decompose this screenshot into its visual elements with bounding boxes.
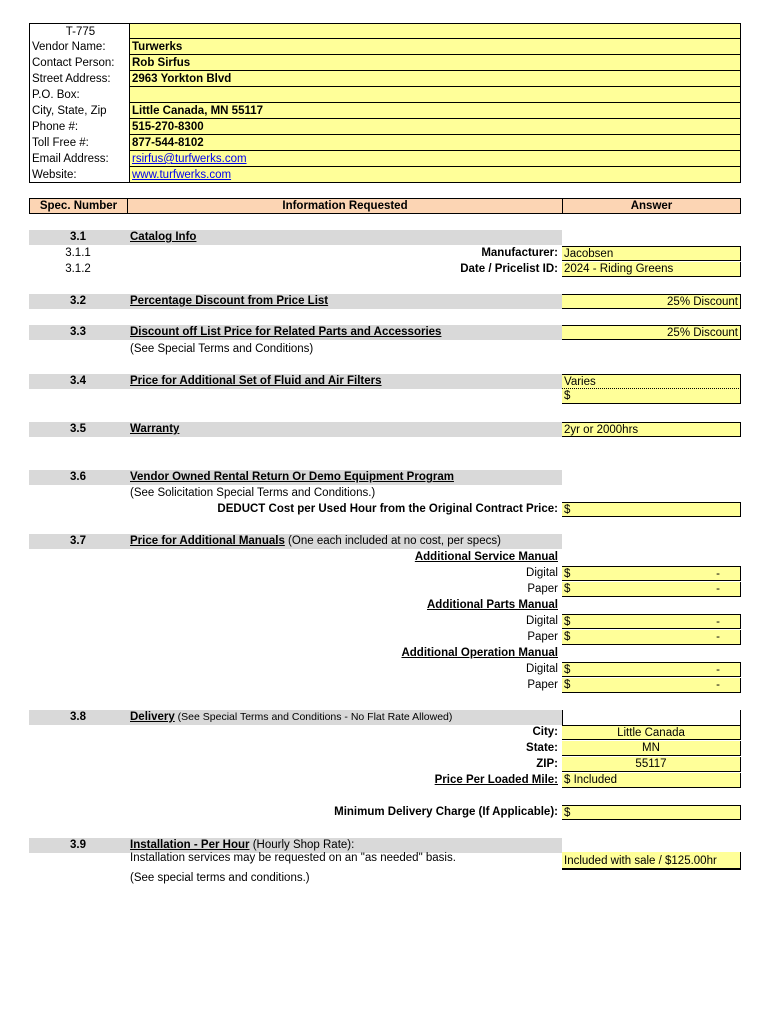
parts-paper-field[interactable] [562,630,741,645]
section-3-9-title: Installation - Per Hour [130,839,250,851]
delivery-state-field[interactable]: MN [562,741,741,756]
amount-value: - [716,679,720,691]
vendor-values [130,24,740,182]
section-3-8-number: 3.8 [70,711,86,723]
pricelist-id-label: Date / Pricelist ID: [460,263,558,275]
section-3-8-title-note: (See Special Terms and Conditions - No Flat Rate Allowed) [174,711,453,723]
city-label: City: [532,726,558,738]
currency-symbol: $ [564,568,571,580]
section-3-9-note-1: Installation services may be requested on an "as needed" basis. [130,852,456,864]
section-3-6-title: Vendor Owned Rental Return Or Demo Equipment Program [130,471,454,483]
minimum-delivery-field[interactable]: $ [562,805,741,820]
section-3-9-number: 3.9 [70,839,86,851]
service-digital-label: Digital [526,567,558,579]
manufacturer-label: Manufacturer: [481,247,558,259]
delivery-zip-field[interactable]: 55117 [562,757,741,772]
currency-symbol: $ [564,664,571,676]
header-answer: Answer [562,198,741,214]
website-field[interactable] [130,167,740,183]
warranty-field[interactable]: 2yr or 2000hrs [562,422,741,437]
filter-price-field[interactable]: Varies [562,374,741,389]
delivery-blank-cell [562,710,741,725]
section-3-5-number: 3.5 [70,423,86,435]
delivery-city-field[interactable]: Little Canada [562,725,741,740]
section-3-6-note: (See Solicitation Special Terms and Conditions.) [130,487,376,499]
po-box-label: P.O. Box: [32,89,80,101]
header-spec-number: Spec. Number [29,198,128,214]
website-label: Website: [32,169,77,181]
section-3-2-number: 3.2 [70,295,86,307]
amount-value: - [716,583,720,595]
zip-label: ZIP: [536,758,558,770]
price-per-mile-field[interactable]: $ Included [562,773,741,788]
section-3-4-title: Price for Additional Set of Fluid and Air Filters [130,375,382,387]
manufacturer-field[interactable]: Jacobsen [562,246,741,261]
price-per-mile-label: Price Per Loaded Mile: [434,774,558,786]
section-3-7-number: 3.7 [70,535,86,547]
currency-symbol: $ [564,679,571,691]
parts-manual-heading: Additional Parts Manual [427,599,558,611]
parts-digital-label: Digital [526,615,558,627]
operation-digital-field[interactable] [562,662,741,677]
section-3-1-1-number: 3.1.1 [65,247,91,259]
section-3-8-title-line [130,710,452,725]
street-address-label: Street Address: [32,73,111,85]
section-3-7-title: Price for Additional Manuals [130,535,285,547]
section-3-1-number: 3.1 [70,231,86,243]
deduct-cost-field[interactable]: $ [562,502,741,517]
section-3-3-number: 3.3 [70,326,86,338]
installation-rate-field[interactable]: Included with sale / $125.00hr [562,852,741,870]
vendor-name-label: Vendor Name: [32,41,106,53]
deduct-cost-label: DEDUCT Cost per Used Hour from the Original Contract Price: [217,503,558,515]
parts-digital-field[interactable] [562,614,741,629]
header-information-requested: Information Requested [127,198,563,214]
website-link[interactable]: www.turfwerks.com [132,169,232,181]
section-3-2-title: Percentage Discount from Price List [130,295,329,307]
phone-field[interactable]: 515-270-8300 [130,119,740,135]
pricelist-id-field[interactable]: 2024 - Riding Greens [562,262,741,277]
toll-free-label: Toll Free #: [32,137,89,149]
section-3-4-number: 3.4 [70,375,86,387]
city-state-zip-field[interactable]: Little Canada, MN 55117 [130,103,740,119]
operation-manual-heading: Additional Operation Manual [401,647,558,659]
section-3-9-title-note: (Hourly Shop Rate): [249,839,355,851]
email-field[interactable] [130,151,740,167]
email-label: Email Address: [32,153,109,165]
service-digital-field[interactable] [562,566,741,581]
section-3-1-2-number: 3.1.2 [65,263,91,275]
price-list-discount-field[interactable]: 25% Discount [562,294,741,309]
operation-paper-label: Paper [527,679,558,691]
amount-value: - [716,568,720,580]
vendor-labels [30,24,130,182]
currency-symbol: $ [564,583,571,595]
contact-person-field[interactable]: Rob Sirfus [130,55,740,71]
phone-label: Phone #: [32,121,79,133]
form-id: T-775 [65,26,96,38]
minimum-delivery-label: Minimum Delivery Charge (If Applicable): [334,806,558,818]
po-box-field[interactable] [130,87,740,103]
amount-value: - [716,616,720,628]
vendor-info-block [29,23,741,183]
currency-symbol: $ [564,616,571,628]
section-3-3-title: Discount off List Price for Related Parts and Accessories [130,326,442,338]
amount-value: - [716,664,720,676]
state-label: State: [526,742,558,754]
operation-digital-label: Digital [526,663,558,675]
parts-discount-field[interactable]: 25% Discount [562,325,741,340]
service-manual-heading: Additional Service Manual [414,551,558,563]
operation-paper-field[interactable] [562,678,741,693]
service-paper-field[interactable] [562,582,741,597]
email-link[interactable]: rsirfus@turfwerks.com [132,153,247,165]
contact-person-label: Contact Person: [32,57,115,69]
section-3-6-number: 3.6 [70,471,86,483]
section-3-3-note: (See Special Terms and Conditions) [130,343,314,355]
section-3-7-title-note: (One each included at no cost, per specs) [284,535,501,547]
toll-free-field[interactable]: 877-544-8102 [130,135,740,151]
vendor-name-field[interactable]: Turwerks [130,39,740,55]
amount-value: - [716,631,720,643]
city-state-zip-label: City, State, Zip [32,105,107,117]
section-3-7-title-line [130,534,501,549]
vendor-blank-cell[interactable] [130,24,740,39]
service-paper-label: Paper [527,583,558,595]
currency-symbol: $ [564,631,571,643]
street-address-field[interactable]: 2963 Yorkton Blvd [130,71,740,87]
section-3-8-title: Delivery [130,711,175,723]
section-3-5-title: Warranty [130,423,180,435]
parts-paper-label: Paper [527,631,558,643]
section-3-1-title: Catalog Info [130,231,197,243]
filter-price-amount-field[interactable]: $ [562,389,741,404]
section-3-9-note-2: (See special terms and conditions.) [130,872,310,884]
